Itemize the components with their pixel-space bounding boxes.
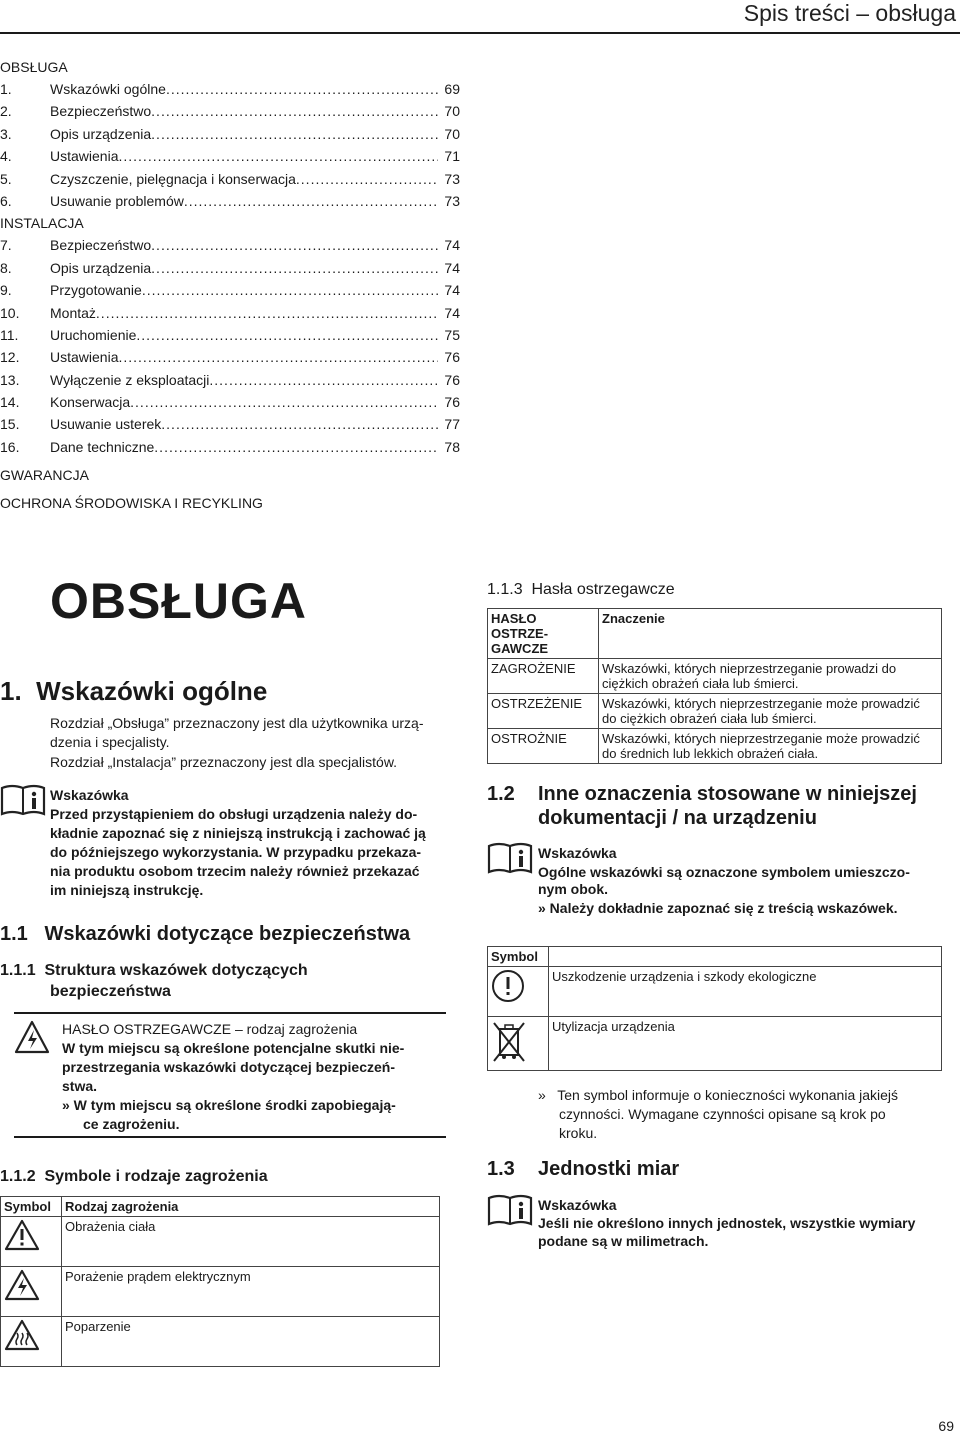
toc-entry-page: 71 [444, 148, 460, 165]
header-line: GAWCZE [491, 641, 549, 656]
toc-entry-title: Dane techniczne [50, 438, 155, 455]
header-line: HASŁO OSTRZE- [491, 611, 549, 641]
toc-entry[interactable] [0, 100, 460, 122]
table-cell [599, 659, 942, 694]
toc-entry-title: Wyłączenie z eksploatacji [50, 371, 210, 388]
table-cell [1, 1267, 62, 1317]
toc-entry-page: 75 [444, 326, 460, 343]
warning-line: przestrzegania wskazówki dotyczącej bezpieczeń- [62, 1059, 396, 1075]
table-cell: Poparzenie [62, 1317, 440, 1367]
toc-entry-number: 16. [0, 438, 20, 455]
toc-entry-title: Wskazówki ogólne [50, 81, 166, 97]
toc-entry-page: 76 [444, 394, 460, 411]
note3-line: Jeśli nie określono innych jednostek, wszystkie wymiary [538, 1215, 916, 1231]
table-cell [599, 729, 942, 764]
heading-1-2-cont: dokumentacji / na urządzeniu [538, 807, 817, 829]
toc-dot-leader [166, 78, 438, 100]
toc-entry-page: 76 [444, 349, 460, 366]
toc-entry-number: 15. [0, 416, 20, 433]
toc-dot-leader [130, 391, 438, 413]
info-bullet-line: kroku. [559, 1125, 598, 1141]
toc-entry-number: 12. [0, 349, 20, 366]
warning-bullet: » W tym miejscu są określone środki zapobiegają- [62, 1097, 396, 1113]
toc-dot-leader [296, 168, 438, 190]
table-cell: Obrażenia ciała [62, 1217, 440, 1267]
heading-1-1-1: 1.1.1 Struktura wskazówek dotyczących [0, 962, 308, 979]
heading-1-1-3: 1.1.3 Hasła ostrzegawcze [487, 581, 675, 598]
toc-entry-page: 74 [444, 304, 460, 321]
table-cell: Utylizacja urządzenia [549, 1017, 942, 1071]
big-section-title: OBSŁUGA [50, 573, 307, 629]
table-header [488, 609, 599, 659]
toc-entry-page: 77 [444, 416, 460, 433]
toc-entry-number: 3. [0, 125, 12, 142]
warning-top-rule [14, 1012, 446, 1014]
toc-entry-number: 7. [0, 237, 12, 254]
toc-entry-title: Opis urządzenia [50, 259, 152, 276]
heading-1-1: 1.1 Wskazówki dotyczące bezpieczeństwa [0, 923, 411, 945]
cell-line: Wskazówki, których nieprzestrzeganie może prowadzić [602, 696, 920, 711]
crossed-bin-icon [491, 1019, 527, 1065]
info-book-icon [487, 1194, 533, 1233]
toc-entry-page: 70 [444, 125, 460, 142]
toc-entry[interactable] [0, 324, 460, 346]
toc-entry-title: Bezpieczeństwo [50, 237, 152, 254]
signal-words-table [487, 608, 942, 764]
toc-entry[interactable] [0, 78, 460, 100]
toc-entry[interactable] [0, 436, 460, 458]
toc-dot-leader [151, 100, 438, 122]
toc-dot-leader [161, 413, 438, 435]
table-header: Symbol [488, 947, 549, 967]
warning-bullet-cont: ce zagrożeniu. [83, 1116, 180, 1132]
toc-section-gwarancja[interactable]: GWARANCJA [0, 467, 89, 484]
toc-section-obsluga[interactable]: OBSŁUGA [0, 59, 68, 75]
toc-entry-number: 13. [0, 371, 20, 388]
note2-title: Wskazówka [538, 845, 617, 861]
toc-entry-page: 73 [444, 170, 460, 187]
caution-circle-icon [491, 969, 525, 1003]
paragraph-2: Rozdział „Instalacja” przeznaczony jest dla specjalistów. [50, 754, 398, 770]
heading-1-2: Inne oznaczenia stosowane w niniejszej [538, 783, 917, 805]
toc-section-instalacja[interactable]: INSTALACJA [0, 215, 84, 232]
note1-line: Przed przystąpieniem do obsługi urządzenia należy do- [50, 806, 418, 822]
warning-signal-line: HASŁO OSTRZEGAWCZE – rodzaj zagrożenia [62, 1021, 358, 1037]
info-bullet-line: » Ten symbol informuje o konieczności wykonania jakiejś [538, 1087, 899, 1103]
table-of-contents [0, 56, 460, 514]
header-rule [0, 32, 960, 34]
hazard-symbol-table [0, 1196, 440, 1367]
toc-entry-page: 69 [444, 81, 460, 97]
heading-1-1-2: 1.1.2 Symbole i rodzaje zagrożenia [0, 1168, 268, 1185]
toc-entry-number: 4. [0, 148, 12, 165]
toc-dot-leader [118, 145, 438, 167]
toc-dot-leader [142, 279, 438, 301]
page-number: 69 [938, 1418, 954, 1434]
table-cell [488, 1017, 549, 1071]
toc-entry[interactable] [0, 145, 460, 167]
page-header-title: Spis treści – obsługa [743, 0, 956, 26]
toc-entry[interactable] [0, 302, 460, 324]
toc-entry-page: 70 [444, 103, 460, 120]
cell-line: Wskazówki, których nieprzestrzeganie może prowadzić [602, 731, 920, 746]
toc-entry-number: 6. [0, 192, 12, 209]
cell-line: do średnich lub lekkich obrażeń ciała. [602, 746, 819, 761]
toc-entry-number: 8. [0, 259, 12, 276]
cell-line: do ciężkich obrażeń ciała lub śmierci. [602, 711, 817, 726]
table-header: Symbol [1, 1197, 62, 1217]
table-cell [488, 967, 549, 1017]
table-cell: OSTROŻNIE [488, 729, 599, 764]
table-cell: Uszkodzenie urządzenia i szkody ekologiczne [549, 967, 942, 1017]
toc-entry[interactable] [0, 391, 460, 413]
toc-entry-page: 74 [444, 237, 460, 254]
toc-entry-page: 73 [444, 192, 460, 209]
warning-body [62, 1039, 404, 1134]
note1-line: im niniejszą instrukcję. [50, 882, 204, 898]
heading-1-2-number: 1.2 [487, 783, 515, 805]
note1-line: do późniejszego wykorzystania. W przypadku przekaza- [50, 844, 422, 860]
table-cell: ZAGROŻENIE [488, 659, 599, 694]
toc-entry[interactable] [0, 413, 460, 435]
toc-entry-page: 76 [444, 371, 460, 388]
cell-line: Wskazówki, których nieprzestrzeganie prowadzi do [602, 661, 897, 676]
hot-surface-icon [4, 1319, 40, 1351]
info-book-icon [0, 784, 46, 823]
toc-entry-number: 9. [0, 282, 12, 299]
toc-dot-leader [151, 257, 438, 279]
toc-entry-page: 74 [444, 259, 460, 276]
toc-entry-title: Przygotowanie [50, 282, 142, 299]
toc-dot-leader [209, 369, 438, 391]
paragraph-1a: Rozdział „Obsługa” przeznaczony jest dla użytkownika urzą- [50, 715, 424, 731]
warning-line: W tym miejscu są określone potencjalne skutki nie- [62, 1040, 405, 1056]
electric-shock-icon [4, 1269, 40, 1301]
toc-entry[interactable] [0, 190, 460, 212]
toc-entry-title: Montaż [50, 304, 96, 321]
warning-bottom-rule [14, 1136, 446, 1138]
electric-warning-icon [14, 1020, 50, 1059]
toc-entry[interactable] [0, 168, 460, 190]
toc-entry-number: 11. [0, 326, 19, 343]
note1-body [50, 805, 426, 900]
warning-line: stwa. [62, 1078, 98, 1094]
cell-line: ciężkich obrażeń ciała lub śmierci. [602, 676, 799, 691]
warning-triangle-icon [4, 1219, 40, 1251]
heading-1-3-number: 1.3 [487, 1158, 515, 1180]
toc-entry-title: Ustawienia [50, 148, 119, 165]
toc-entry-page: 78 [444, 438, 460, 455]
heading-1-1-1-cont: bezpieczeństwa [50, 983, 171, 1000]
table-cell [549, 947, 942, 967]
table-cell [1, 1317, 62, 1367]
toc-entry-title: Konserwacja [50, 394, 131, 411]
heading-1-3: Jednostki miar [538, 1158, 680, 1180]
toc-entry[interactable] [0, 234, 460, 256]
note2-line: Ogólne wskazówki są oznaczone symbolem umieszczo- [538, 864, 910, 880]
table-cell [599, 694, 942, 729]
toc-dot-leader [118, 346, 438, 368]
toc-dot-leader [136, 324, 438, 346]
toc-entry-number: 5. [0, 170, 12, 187]
note2-bullet: » Należy dokładnie zapoznać się z treścią wskazówek. [538, 900, 898, 916]
note3-line: podane są w milimetrach. [538, 1233, 709, 1249]
toc-entry-number: 10. [0, 304, 20, 321]
toc-entry[interactable] [0, 346, 460, 368]
toc-dot-leader [184, 190, 438, 212]
toc-entry-title: Ustawienia [50, 349, 119, 366]
toc-entry-title: Uruchomienie [50, 326, 137, 343]
note3-title: Wskazówka [538, 1197, 617, 1213]
heading-1: 1. Wskazówki ogólne [0, 676, 268, 706]
toc-dot-leader [154, 436, 438, 458]
toc-dot-leader [96, 302, 438, 324]
table-cell: OSTRZEŻENIE [488, 694, 599, 729]
symbol-table-2 [487, 946, 942, 1071]
note1-line: nia produktu osobom trzecim należy również przekazać [50, 863, 420, 879]
toc-entry[interactable] [0, 123, 460, 145]
note1-line: kładnie zapoznać się z niniejszą instrukcją i zachować ją [50, 825, 426, 841]
table-header: Znaczenie [599, 609, 942, 659]
info-book-icon [487, 842, 533, 881]
info-bullet-line: czynności. Wymagane czynności opisane są krok po [559, 1106, 886, 1122]
toc-entry-title: Opis urządzenia [50, 125, 152, 142]
paragraph-1b: dzenia i specjalisty. [50, 734, 170, 750]
toc-entry-number: 1. [0, 81, 12, 97]
toc-entry[interactable] [0, 369, 460, 391]
table-cell [1, 1217, 62, 1267]
toc-entry[interactable] [0, 279, 460, 301]
toc-entry[interactable] [0, 257, 460, 279]
toc-dot-leader [151, 123, 438, 145]
toc-entry-number: 14. [0, 394, 20, 411]
toc-entry-title: Bezpieczeństwo [50, 103, 152, 120]
toc-entry-page: 74 [444, 282, 460, 299]
toc-entry-number: 2. [0, 103, 12, 120]
toc-entry-title: Czyszczenie, pielęgnacja i konserwacja [50, 170, 296, 187]
toc-dot-leader [151, 234, 438, 256]
table-header: Rodzaj zagrożenia [62, 1197, 440, 1217]
table-cell: Porażenie prądem elektrycznym [62, 1267, 440, 1317]
toc-section-ochrona[interactable]: OCHRONA ŚRODOWISKA I RECYKLING [0, 495, 263, 512]
note1-title: Wskazówka [50, 787, 129, 803]
toc-entry-title: Usuwanie usterek [50, 416, 162, 433]
toc-entry-title: Usuwanie problemów [50, 192, 184, 209]
note2-line: nym obok. [538, 881, 609, 897]
